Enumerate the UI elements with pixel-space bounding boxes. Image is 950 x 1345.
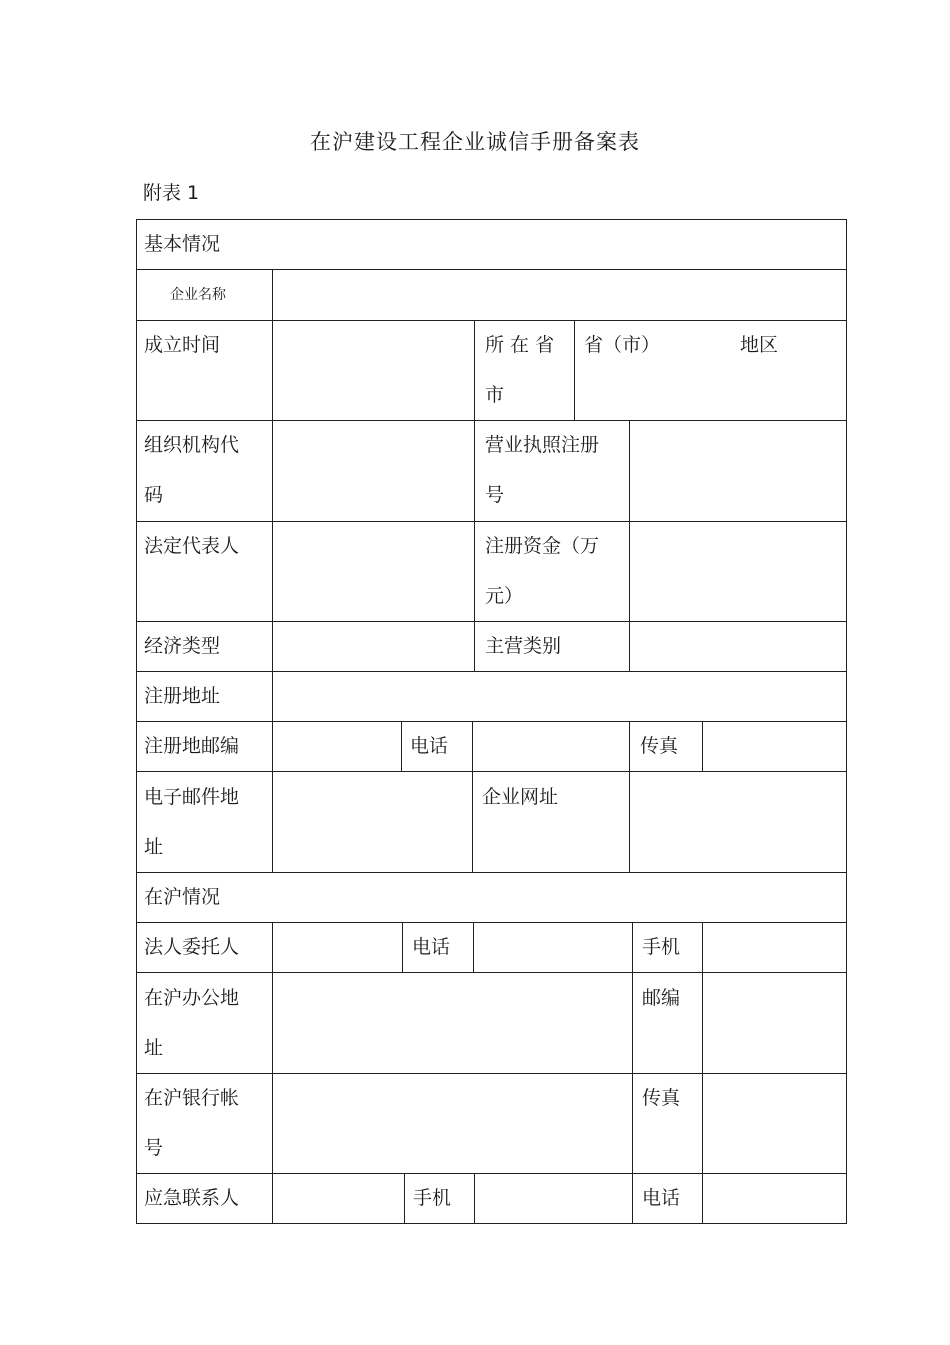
website-label: 企业网址	[482, 786, 559, 808]
row-divider	[136, 922, 847, 923]
main-category-label: 主营类别	[485, 635, 562, 657]
column-divider	[474, 320, 475, 420]
sh-office-label-line2: 址	[144, 1037, 164, 1059]
region-label: 地区	[740, 334, 779, 356]
sh-mobile-label: 手机	[642, 936, 681, 958]
sh-postcode-label: 邮编	[642, 987, 681, 1009]
column-divider	[402, 922, 403, 972]
row-divider	[136, 721, 847, 722]
row-divider	[136, 671, 847, 672]
form-title: 在沪建设工程企业诚信手册备案表	[310, 130, 640, 154]
emergency-contact-label: 应急联系人	[144, 1187, 240, 1209]
legal-delegate-label: 法人委托人	[144, 936, 240, 958]
column-divider	[474, 1173, 475, 1223]
emergency-phone-label: 电话	[642, 1187, 681, 1209]
sh-bank-label-line2: 号	[144, 1137, 164, 1159]
row-divider	[136, 1173, 847, 1174]
table-border-top	[136, 219, 847, 220]
appendix-label: 附表 1	[143, 182, 200, 204]
row-divider	[136, 872, 847, 873]
column-divider	[629, 721, 630, 872]
legal-rep-label: 法定代表人	[144, 535, 240, 557]
fax-label: 传真	[640, 735, 679, 757]
reg-address-label: 注册地址	[144, 685, 221, 707]
column-divider	[472, 721, 473, 872]
email-label-line2: 址	[144, 836, 164, 858]
table-border-left	[136, 219, 137, 1224]
section-shanghai-info: 在沪情况	[144, 886, 221, 908]
province-city-label: 省（市）	[584, 334, 661, 356]
column-divider	[473, 922, 474, 972]
location-label-line1: 所 在 省	[485, 334, 555, 356]
column-divider	[629, 420, 630, 671]
row-divider	[136, 972, 847, 973]
column-divider	[272, 269, 273, 872]
capital-label-line2: 元）	[485, 585, 524, 607]
table-border-bottom	[136, 1223, 847, 1224]
capital-label-line1: 注册资金（万	[485, 535, 600, 557]
table-border-right	[846, 219, 847, 1224]
section-basic-info: 基本情况	[144, 233, 221, 255]
location-label-line2: 市	[485, 384, 505, 406]
sh-phone-label: 电话	[412, 936, 451, 958]
reg-postcode-label: 注册地邮编	[144, 735, 240, 757]
founded-time-label: 成立时间	[144, 334, 221, 356]
org-code-label-line1: 组织机构代	[144, 434, 240, 456]
sh-bank-label-line1: 在沪银行帐	[144, 1087, 240, 1109]
company-name-label: 企业名称	[170, 287, 226, 303]
column-divider	[632, 922, 633, 1223]
column-divider	[702, 922, 703, 1223]
sh-fax-label: 传真	[642, 1087, 681, 1109]
row-divider	[136, 269, 847, 270]
column-divider	[272, 922, 273, 1223]
econ-type-label: 经济类型	[144, 635, 221, 657]
column-divider	[401, 721, 402, 771]
email-label-line1: 电子邮件地	[144, 786, 240, 808]
org-code-label-line2: 码	[144, 484, 164, 506]
column-divider	[702, 721, 703, 771]
emergency-mobile-label: 手机	[413, 1187, 452, 1209]
license-no-label-line1: 营业执照注册	[485, 434, 600, 456]
license-no-label-line2: 号	[485, 484, 505, 506]
column-divider	[474, 420, 475, 671]
column-divider	[574, 320, 575, 420]
sh-office-label-line1: 在沪办公地	[144, 987, 240, 1009]
row-divider	[136, 1073, 847, 1074]
phone-label: 电话	[410, 735, 449, 757]
column-divider	[404, 1173, 405, 1223]
